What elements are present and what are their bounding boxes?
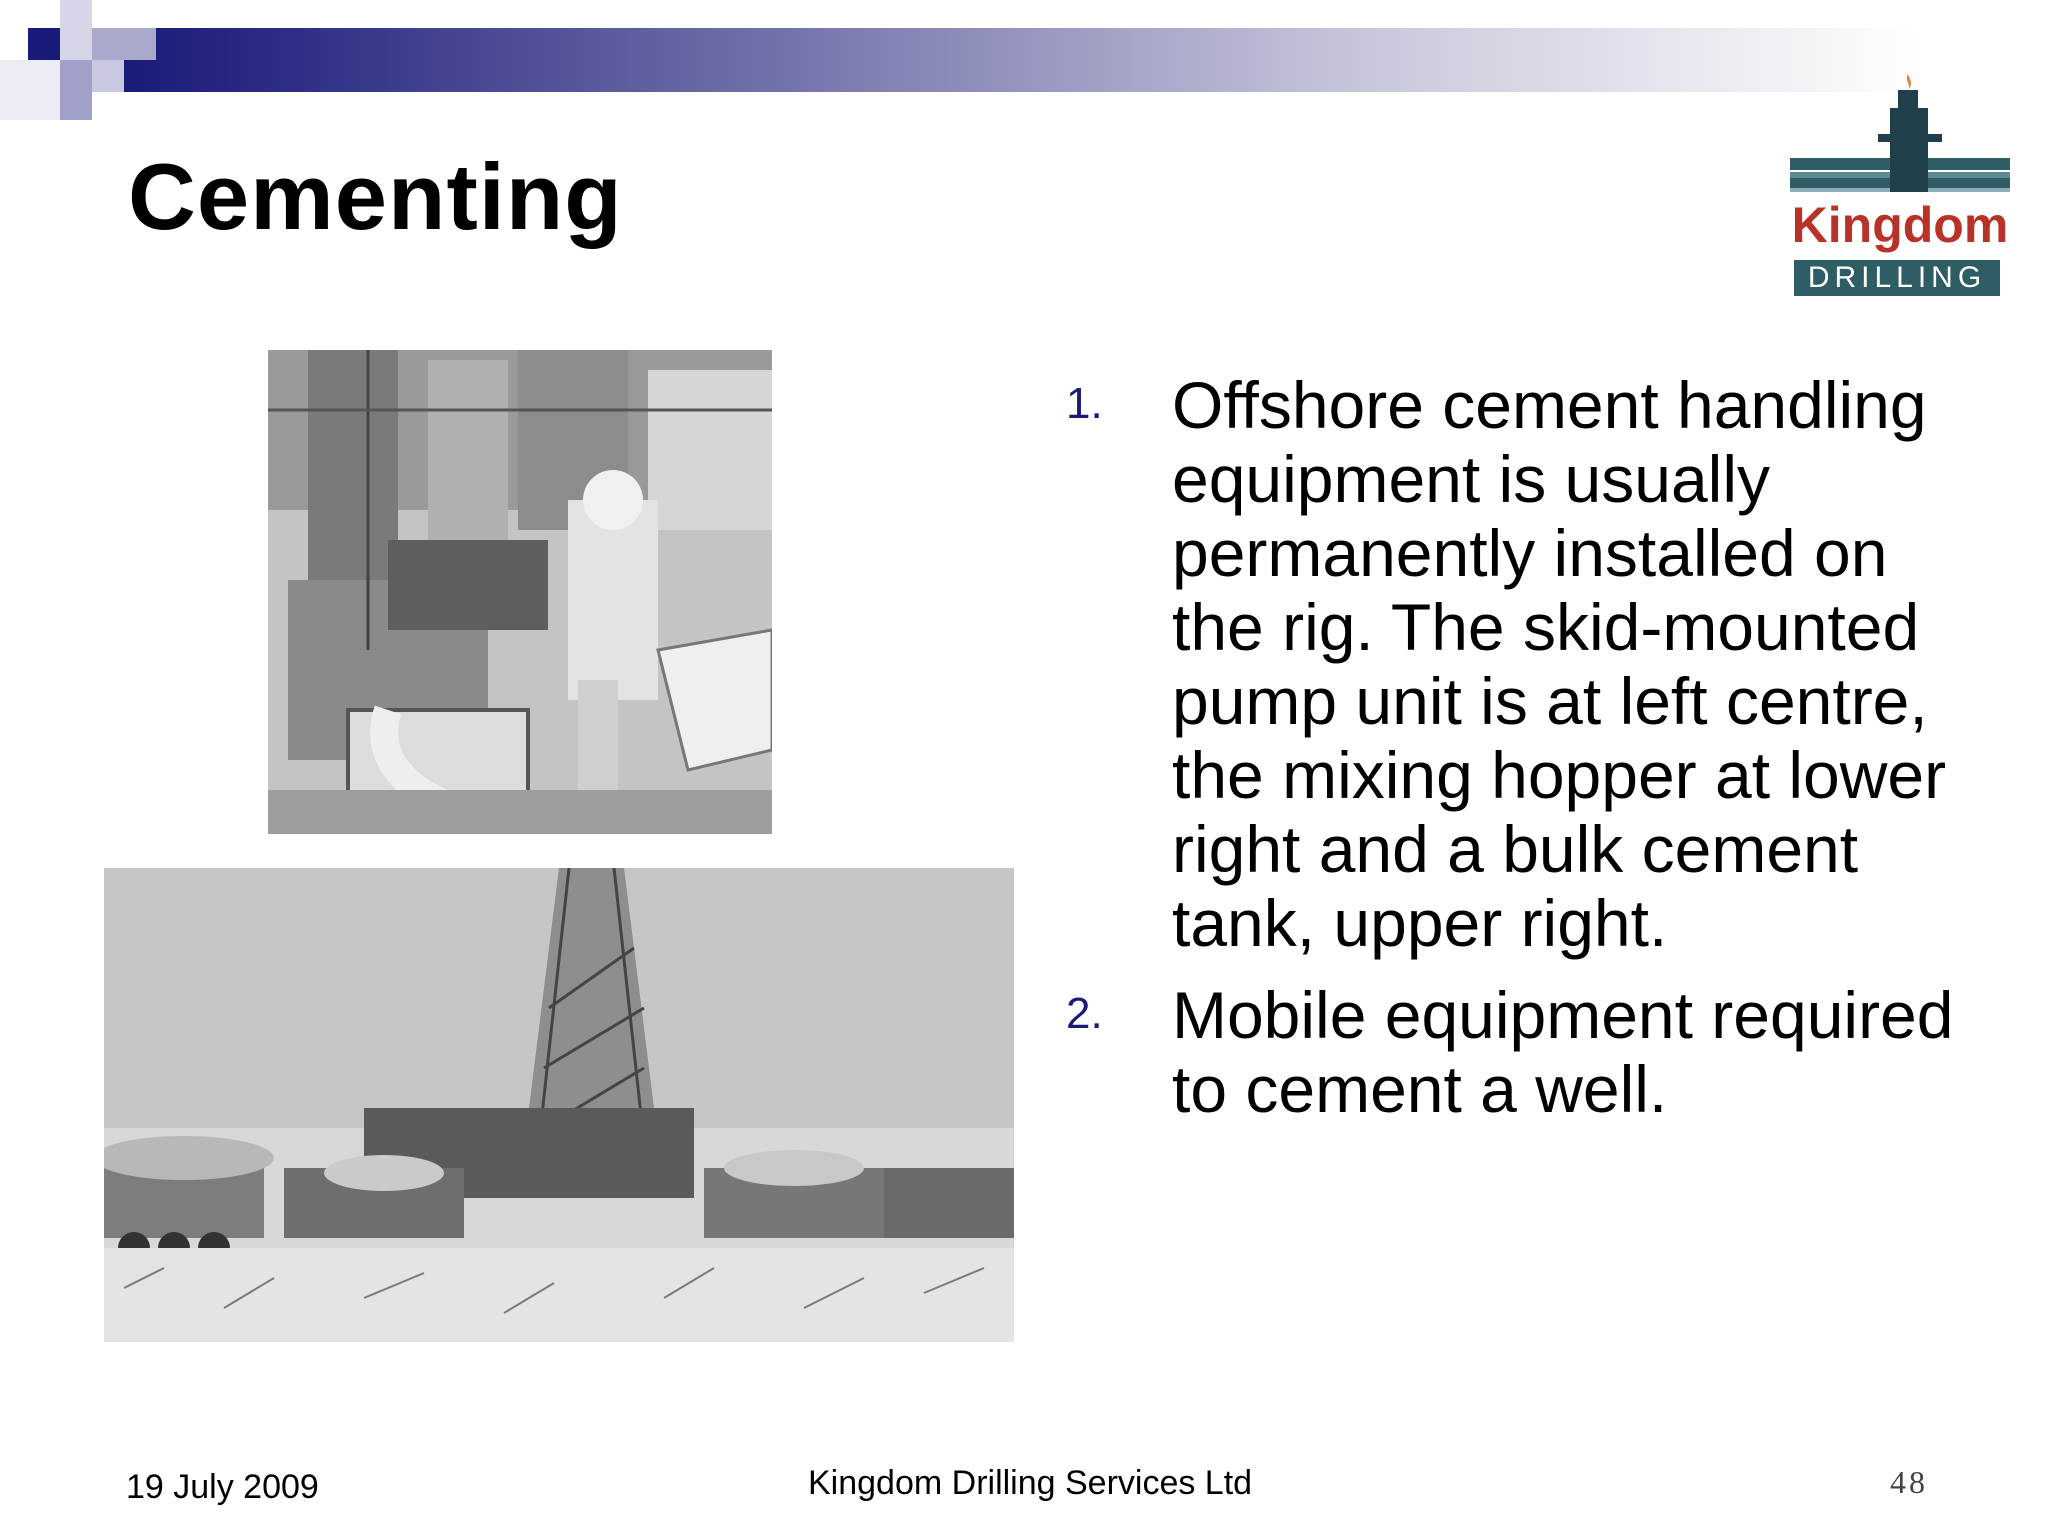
list-text: Mobile equipment required to cement a well. xyxy=(1172,978,1954,1126)
list-number: 1. xyxy=(1066,379,1103,428)
header-decoration xyxy=(92,28,156,60)
offshore-cement-equipment-photo xyxy=(268,350,772,834)
list-item xyxy=(1066,368,1966,960)
page-number: 48 xyxy=(1890,1464,1928,1500)
mobile-cementing-equipment-photo xyxy=(104,868,1014,1342)
header-decoration xyxy=(0,60,60,120)
kingdom-drilling-logo xyxy=(1790,70,2010,300)
logo-wordmark: Kingdom xyxy=(1791,197,2009,253)
footer-date: 19 July 2009 xyxy=(126,1468,319,1506)
derrick-icon xyxy=(1790,70,2010,200)
list-number: 2. xyxy=(1066,989,1103,1038)
header-decoration xyxy=(60,60,92,120)
logo-subtitle: DRILLING xyxy=(1794,260,2000,296)
header-decoration xyxy=(92,60,124,92)
header-decoration xyxy=(28,28,60,60)
list-text: Offshore cement handling equipment is usually permanently installed on the rig. The skid-mounted pump unit is at left centre, the mixing hopper at lower right and a bulk cement tank, upper right. xyxy=(1172,368,1947,960)
header-gradient-bar xyxy=(120,28,1920,92)
list-item xyxy=(1066,978,1966,1126)
header-decoration xyxy=(60,0,92,60)
content-list xyxy=(1066,368,1966,1144)
footer-company: Kingdom Drilling Services Ltd xyxy=(808,1464,1253,1502)
slide-title: Cementing xyxy=(128,144,623,249)
